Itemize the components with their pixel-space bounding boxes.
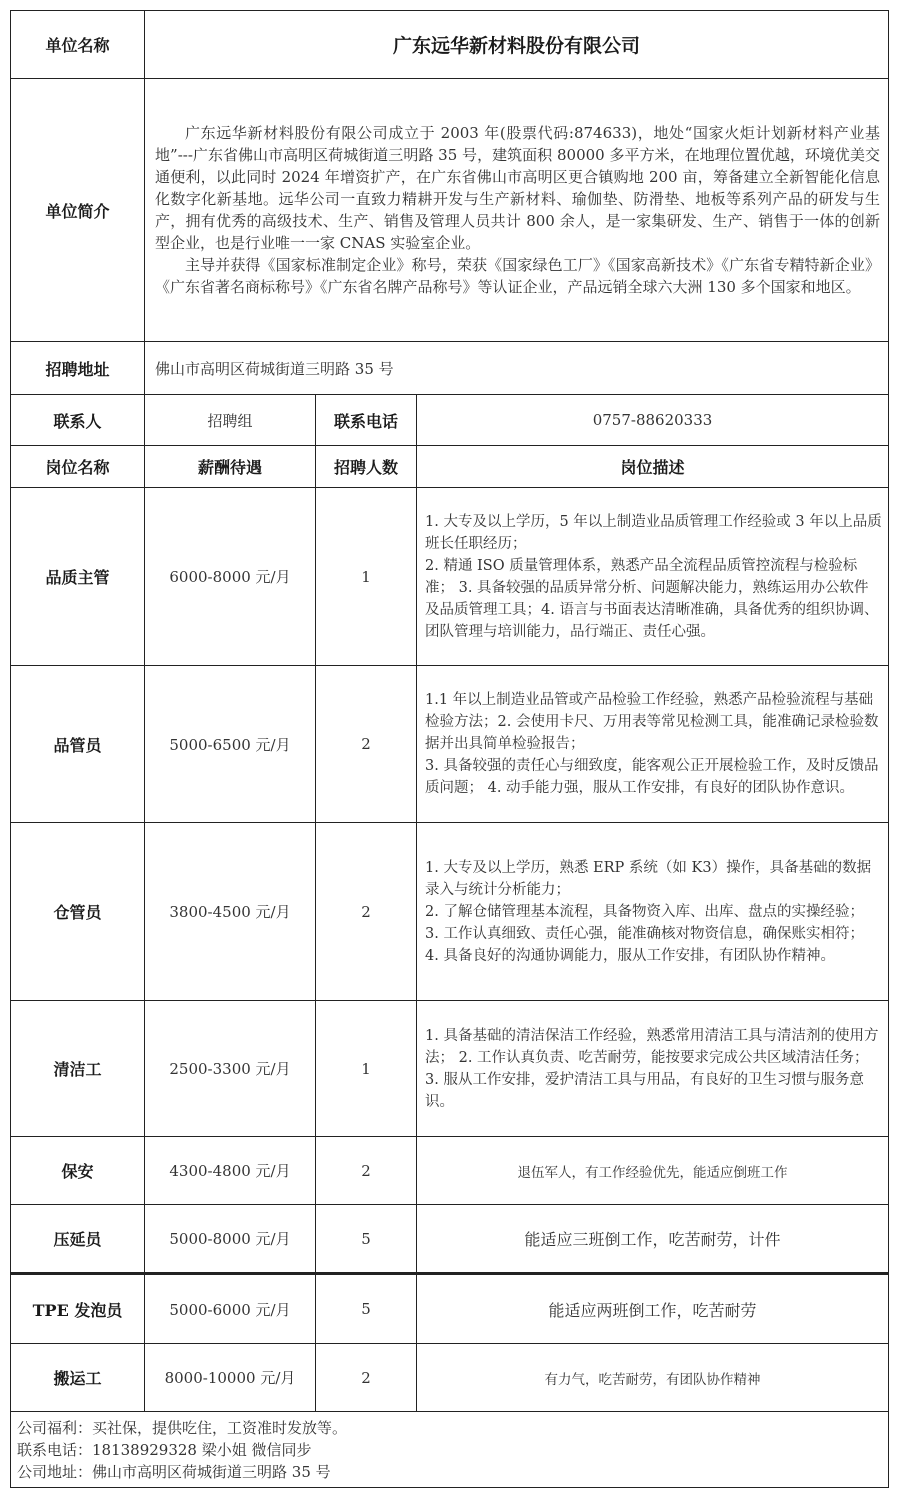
desc-line: 4. 具备良好的沟通协调能力，服从工作安排，有团队协作精神。 [425, 947, 835, 964]
job-description [417, 488, 889, 666]
job-salary: 8000-10000 元/月 [145, 1344, 316, 1412]
job-description: 退伍军人，有工作经验优先，能适应倒班工作 [417, 1137, 889, 1205]
job-title: 清洁工 [11, 1001, 145, 1137]
desc-line: 2. 精通 ISO 质量管理体系，熟悉产品全流程品质管控流程与检验标准； 3. 具备较强的品质异常分析、问题解决能力，熟练运用办公软件及品质管理工具；4. 语言与书面表达清晰准确，具备优秀的组织协调、团队管理与培训能力，品行端正、责任心强。 [425, 557, 879, 640]
desc-line: 2. 了解仓储管理基本流程，具备物资入库、出库、盘点的实操经验； 3. 工作认真细致、责任心强，能准确核对物资信息，确保账实相符； [425, 903, 864, 942]
recruitment-table [10, 10, 889, 1488]
header-description: 岗位描述 [417, 446, 889, 488]
table-row [11, 1137, 889, 1205]
desc-line: 3. 具备较强的责任心与细致度，能客观公正开展检验工作，及时反馈品质问题； 4. 动手能力强，服从工作安排，有良好的团队协作意识。 [425, 758, 879, 796]
address-label: 招聘地址 [11, 342, 145, 395]
table-row [11, 666, 889, 823]
job-description: 能适应两班倒工作，吃苦耐劳 [417, 1274, 889, 1344]
header-job-title: 岗位名称 [11, 446, 145, 488]
table-row [11, 823, 889, 1001]
job-salary: 4300-4800 元/月 [145, 1137, 316, 1205]
job-salary: 2500-3300 元/月 [145, 1001, 316, 1137]
job-count: 5 [316, 1205, 417, 1274]
footer-address: 公司地址：佛山市高明区荷城街道三明路 35 号 [17, 1462, 331, 1481]
job-count: 2 [316, 1344, 417, 1412]
job-title: 搬运工 [11, 1344, 145, 1412]
footer-info [11, 1412, 889, 1488]
job-count: 2 [316, 1137, 417, 1205]
job-title: 压延员 [11, 1205, 145, 1274]
job-count: 5 [316, 1274, 417, 1344]
company-name: 广东远华新材料股份有限公司 [145, 11, 889, 79]
job-description [417, 1001, 889, 1137]
table-row [11, 488, 889, 666]
desc-line: 1. 大专及以上学历，熟悉 ERP 系统（如 K3）操作，具备基础的数据录入与统计分析能力； [425, 859, 872, 898]
job-title: TPE 发泡员 [11, 1274, 145, 1344]
footer-phone: 联系电话：18138929328 梁小姐 微信同步 [17, 1440, 312, 1459]
intro-paragraph: 广东远华新材料股份有限公司成立于 2003 年(股票代码:874633)，地处“国家火炬计划新材料产业基地”---广东省佛山市高明区荷城街道三明路 35 号，建筑面积 80000 多平方米，在地理位置优越，环境优美交通便利，以此同时 2024 年增资扩产，在广东省佛山市高明区更合镇购地 200 亩，筹备建立全新智能化信息化数字化新基地。远华公司一直致力精耕开发与生产新材料、瑜伽垫、防滑垫、地板等系列产品的研发与生产，拥有优秀的高级技术、生产、销售及管理人员共计 800 余人，是一家集研发、生产、销售于一体的创新型企业，也是行业唯一一家 CNAS 实验室企业。 [155, 124, 880, 252]
job-title: 品管员 [11, 666, 145, 823]
phone-label: 联系电话 [316, 395, 417, 446]
job-salary: 6000-8000 元/月 [145, 488, 316, 666]
contact-value: 招聘组 [145, 395, 316, 446]
footer-benefits: 公司福利：买社保，提供吃住，工资准时发放等。 [17, 1418, 348, 1437]
desc-line: 1. 具备基础的清洁保洁工作经验，熟悉常用清洁工具与清洁剂的使用方法； 2. 工作认真负责、吃苦耐劳，能按要求完成公共区域清洁任务； [425, 1027, 879, 1066]
job-salary: 3800-4500 元/月 [145, 823, 316, 1001]
intro-paragraph: 主导并获得《国家标准制定企业》称号，荣获《国家绿色工厂》《国家高新技术》《广东省专精特新企业》《广东省著名商标称号》《广东省名牌产品称号》等认证企业，产品远销全球六大洲 130 多个国家和地区。 [155, 256, 880, 296]
job-description: 能适应三班倒工作，吃苦耐劳，计件 [417, 1205, 889, 1274]
job-count: 2 [316, 666, 417, 823]
contact-label: 联系人 [11, 395, 145, 446]
header-salary: 薪酬待遇 [145, 446, 316, 488]
job-description [417, 666, 889, 823]
table-row [11, 1001, 889, 1137]
table-row [11, 1274, 889, 1344]
job-salary: 5000-6500 元/月 [145, 666, 316, 823]
desc-line: 3. 服从工作安排，爱护清洁工具与用品，有良好的卫生习惯与服务意识。 [425, 1071, 864, 1110]
job-salary: 5000-6000 元/月 [145, 1274, 316, 1344]
company-intro [145, 79, 889, 342]
address-value: 佛山市高明区荷城街道三明路 35 号 [145, 342, 889, 395]
job-count: 1 [316, 1001, 417, 1137]
job-count: 1 [316, 488, 417, 666]
job-title: 仓管员 [11, 823, 145, 1001]
job-count: 2 [316, 823, 417, 1001]
job-title: 品质主管 [11, 488, 145, 666]
header-count: 招聘人数 [316, 446, 417, 488]
table-row [11, 1205, 889, 1274]
desc-line: 1. 大专及以上学历，5 年以上制造业品质管理工作经验或 3 年以上品质班长任职经历； [425, 513, 882, 552]
desc-line: 1.1 年以上制造业品管或产品检验工作经验，熟悉产品检验流程与基础检验方法；2. 会使用卡尺、万用表等常见检测工具，能准确记录检验数据并出具简单检验报告； [425, 692, 879, 752]
job-description: 有力气，吃苦耐劳，有团队协作精神 [417, 1344, 889, 1412]
phone-value: 0757-88620333 [417, 395, 889, 446]
job-description [417, 823, 889, 1001]
company-name-label: 单位名称 [11, 11, 145, 79]
job-salary: 5000-8000 元/月 [145, 1205, 316, 1274]
table-row [11, 1344, 889, 1412]
company-intro-label: 单位简介 [11, 79, 145, 342]
job-title: 保安 [11, 1137, 145, 1205]
